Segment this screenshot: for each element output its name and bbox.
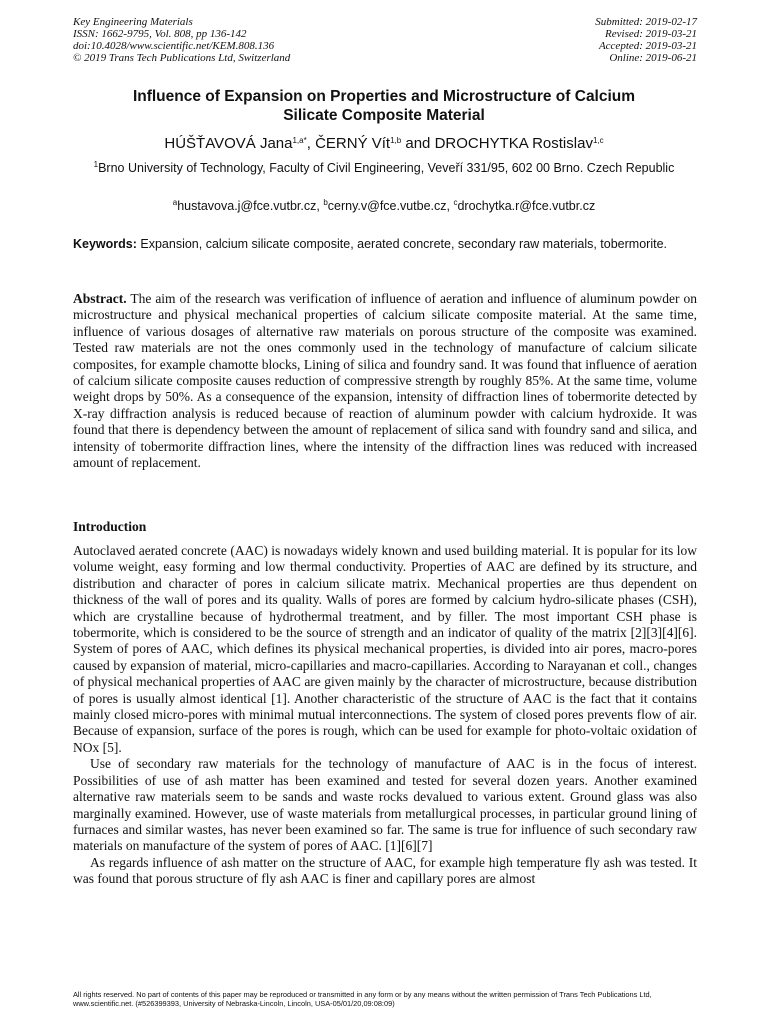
keywords-text: Expansion, calcium silicate composite, aerated concrete, secondary raw materials, tobermorite. — [136, 237, 668, 251]
author-1: HÚŠŤAVOVÁ Jana — [164, 135, 293, 152]
keywords — [73, 236, 697, 253]
title-line-2: Silicate Composite Material — [283, 107, 485, 124]
email-b[interactable]: cerny.v@fce.vutbe.cz, — [327, 199, 454, 213]
introduction-body — [73, 543, 697, 888]
abstract-text: The aim of the research was verification of influence of aeration and influence of aluminum powder on microstructure and physical mechanical properties of calcium silicate composite material. At the same time, influence of various dosages of alternative raw materials on porous structure of the composite was examined. Tested raw materials are not the ones commonly used in the technology of manufacture of calcium silicate composites, for example chamotte blocks, Lining of silica and foundry sand. It was found that influence of aeration of calcium silicate composite causes reduction of compressive strength by roughly 85%. At the same time, volume weight drops by 50%. As a consequence of the expansion, intensity of diffraction lines of tobermorite detected by X-ray diffraction analysis is reduced because of reaction of aluminum powder with calcium hydroxide. It was found that there is dependency between the amount of replacement of silica sand with foundry sand and silica, and intensity of tobermorite diffraction lines, where the intensity of the diffraction lines was reduced with increased amount of replacement. — [73, 291, 697, 471]
author-2: ČERNÝ Vít — [315, 135, 391, 152]
affiliation-text: Brno University of Technology, Faculty of Civil Engineering, Veveří 331/95, 602 00 Brno. Czech Republic — [98, 161, 675, 175]
email-sup-a: a — [172, 198, 178, 207]
revised-date: Revised: 2019-03-21 — [605, 28, 697, 40]
abstract-label: Abstract. — [73, 291, 127, 306]
author-list — [40, 134, 728, 154]
email-c[interactable]: drochytka.r@fce.vutbr.cz — [457, 199, 596, 213]
online-date: Online: 2019-06-21 — [609, 52, 697, 64]
submitted-date: Submitted: 2019-02-17 — [595, 16, 697, 28]
title-line-1: Influence of Expansion on Properties and Microstructure of Calcium — [132, 88, 636, 105]
author-emails — [40, 198, 728, 214]
issn-line: ISSN: 1662-9795, Vol. 808, pp 136-142 — [73, 28, 247, 40]
email-a[interactable]: hustavova.j@fce.vutbr.cz, — [177, 199, 324, 213]
intro-paragraph-1: Autoclaved aerated concrete (AAC) is nowadays widely known and used building material. It is popular for its low volume weight, easy forming and low thermal conductivity. Properties of AAC are defined by its structure, and distribution and character of pores in calcium silicate matrix. Mechanical properties are thus dependent on thickness of the wall of pores and its quality. Walls of pores are formed by calcium hydro-silicate phases (CSH), which are crystalline because of hydrothermal treatment, and by filler. The most important CSH phase is tobermorite, which is considered to be the source of strength and an indicator of quality of the matrix [2][3][4][6]. System of pores of AAC, which defines its physical mechanical properties, is divided into air pores, macro-pores caused by expansion of material, micro-capillaries and macro-capillaries. According to Narayanan et coll., changes of physical mechanical properties of AAC are given mainly by the character of microstructure, because distribution of pores is usually almost identical [1]. Another characteristic of the structure of AAC is the fact that it contains mainly closed micro-pores with minimal mutual interconnections. The system of closed pores prevents flow of air. Because of expansion, surface of the pores is rough, which can be used for example for photo-voltaic oxidation of NOx [5]. — [73, 543, 697, 755]
intro-paragraph-2: Use of secondary raw materials for the technology of manufacture of AAC is in the focus of interest. Possibilities of use of ash matter has been examined and tested for several dozen years. Another examined alternative raw materials seem to be sands and waste rocks devalued to various extent. Ground glass was also marginally examined. However, use of waste materials from metallurgical processes, in particular ground lining of furnaces and similar wastes, has never been examined so far. The same is true for influence of such secondary raw materials on manufacture of the system of pores of AAC. [1][6][7] — [73, 756, 697, 854]
email-sup-b: b — [323, 198, 328, 207]
affiliation-sup: 1 — [93, 160, 99, 169]
doi-line[interactable]: doi:10.4028/www.scientific.net/KEM.808.136 — [73, 40, 275, 52]
email-sup-c: c — [453, 198, 458, 207]
accepted-date: Accepted: 2019-03-21 — [598, 40, 697, 52]
paper-title — [60, 87, 708, 125]
journal-header — [73, 16, 697, 64]
intro-paragraph-3: As regards influence of ash matter on the structure of AAC, for example high temperature fly ash was tested. It was found that porous structure of fly ash AAC is finer and capillary pores are almost — [73, 854, 697, 887]
author-3: DROCHYTKA Rostislav — [434, 135, 593, 152]
author-2-sup: 1,b — [390, 136, 402, 145]
abstract — [73, 291, 697, 471]
author-1-sup: 1,a* — [292, 136, 307, 145]
author-3-sup: 1,c — [592, 136, 604, 145]
copyright-footer: All rights reserved. No part of contents of this paper may be reproduced or transmitted in any form or by any means without the written permission of Trans Tech Publications Ltd, www.scientific.net. (#526399393, University of Nebraska-Lincoln, Lincoln, USA-05/01/20,09:08:09) — [73, 990, 652, 1008]
journal-name: Key Engineering Materials — [73, 16, 193, 28]
keywords-label: Keywords: — [73, 237, 137, 251]
author-separator: , — [306, 135, 316, 152]
copyright-line: © 2019 Trans Tech Publications Ltd, Switzerland — [73, 52, 291, 64]
author-separator: and — [401, 135, 435, 152]
introduction-heading: Introduction — [73, 519, 147, 534]
affiliation — [60, 160, 708, 177]
